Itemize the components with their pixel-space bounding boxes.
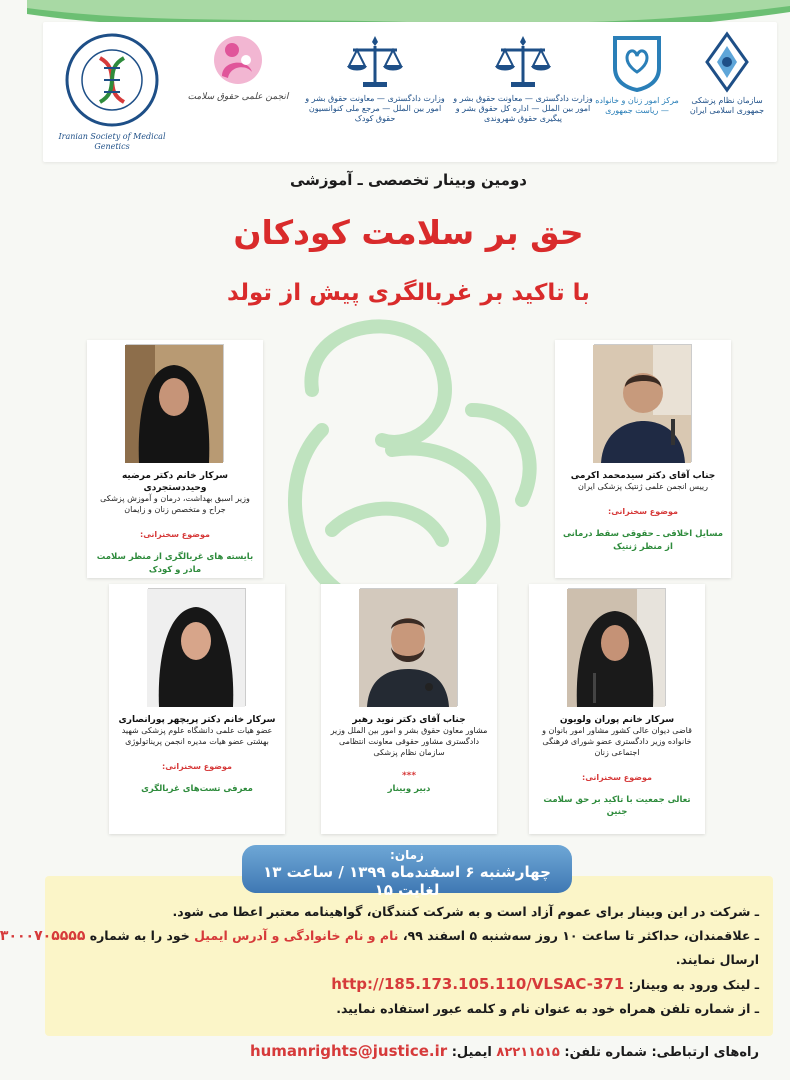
topic-label: موضوع سخنرانی: [582,772,652,782]
contact-line [45,1042,773,1068]
page-subtitle: با تاکید بر غربالگری پیش از تولد [227,280,590,306]
speaker-role: قاضی دیوان عالی کشور مشاور امور بانوان و خانواده وزیر دادگستری عضو شورای فرهنگی اجتماعی زنان [542,726,692,757]
speaker-topic: دبیر وبینار [387,783,431,794]
register-fields: نام و نام خانوادگی و آدرس ایمیل [194,928,399,943]
logo-health-law-society [183,32,293,152]
speaker-topic: مسایل اخلاقی ـ حقوقی سقط درمانی از منظر ژنتیک [562,528,724,552]
contact-phone[interactable]: ۸۲۲۱۱۵۱۵ [496,1045,560,1060]
logo-strip [43,22,777,162]
speaker-photo [148,588,246,706]
speaker-photo [360,588,458,706]
logo-caption: وزارت دادگستری — معاونت حقوق بشر و امور بین الملل — اداره کل حقوق بشر و پیگیری حقوق شهروندی [453,94,593,123]
logo-caption: انجمن علمی حقوق سلامت [187,92,289,102]
speaker-role: مشاور معاون حقوق بشر و امور بین الملل وزیر دادگستری مشاور حقوقی معاونت انتظامی سازمان نظام پزشکی [330,726,488,757]
iranian-society-medical-genetics-logo [64,32,160,128]
speaker-photo [568,588,666,706]
scales-of-justice-emblem [345,32,405,90]
speaker-name: سرکار خانم دکتر پریچهر پورانصاری [118,715,276,725]
speaker-name: سرکار خانم پوران ولویون [559,715,675,725]
speaker-card [87,340,263,578]
speaker-card [321,584,497,834]
speaker-topic: تعالی جمعیت با تاکید بر حق سلامت جنین [543,794,691,818]
info-line-free: ـ شرکت در این وبینار برای عموم آزاد است و به شرکت کنندگان، گواهینامه معتبر اعطا می شود. [172,904,759,919]
scales-of-justice-emblem [493,32,553,90]
speaker-card [555,340,731,578]
contact-email[interactable]: humanrights@justice.ir [249,1042,448,1060]
topic-label: موضوع سخنرانی: [608,506,678,516]
speaker-photo [594,344,692,462]
logo-medical-council [683,32,771,152]
portrait-placeholder [567,589,665,707]
logo-women-family [595,32,679,152]
sms-number: ۳۰۰۰۷۰۵۵۵۵ [0,928,86,944]
time-banner [242,845,572,899]
women-family-affairs-logo [609,32,665,92]
info-line-register [0,924,759,948]
link-label: ـ لینک ورود به وبینار: [628,977,759,992]
logo-caption: Iranian Society of Medical Genetics [58,132,166,151]
contact-label: راه‌های ارتباطی: شماره تلفن: [564,1045,759,1060]
time-label: زمان: [390,848,424,862]
speaker-topic: بایسته های غربالگری از منظر سلامت مادر و کودک [96,551,254,575]
time-value: چهارشنبه ۶ اسفندماه ۱۳۹۹ / ساعت ۱۳ لغایت ۱۵ [263,863,551,899]
logo-justice-ministry-2 [453,32,593,152]
speaker-topic: معرفی تست‌های غربالگری [141,783,253,794]
portrait-placeholder [359,589,457,707]
info-box [0,876,773,1036]
portrait-placeholder [125,345,223,463]
info-line-login: ـ از شماره تلفن همراه خود به عنوان نام و کلمه عبور استفاده نمایید. [336,1001,759,1016]
speaker-name: سرکار خانم دکتر مرضیه وحیددستجردی [121,471,229,494]
portrait-placeholder [593,345,691,463]
logo-caption: مرکز امور زنان و خانواده — ریاست جمهوری [595,96,679,115]
register-to-number: خود را به شماره [89,928,190,943]
info-line-send: ارسال نمایند. [675,952,759,967]
mother-child-logo [208,32,268,88]
portrait-placeholder [147,589,245,707]
speaker-card [109,584,285,834]
event-type: دومین وبینار تخصصی ـ آموزشی [290,171,527,189]
register-text: ـ علاقمندان، حداکثر تا ساعت ۱۰ روز سه‌شنبه ۵ اسفند ۹۹، [402,928,759,943]
topic-label: موضوع سخنرانی: [162,761,232,771]
separator-stars: *** [401,770,417,781]
webinar-link[interactable]: http://185.173.105.110/VLSAC-371 [331,975,625,993]
speaker-role: وزیر اسبق بهداشت، درمان و آموزش پزشکی جراح و متخصص زنان و زایمان [100,494,250,515]
topic-label: موضوع سخنرانی: [140,529,210,539]
medical-council-logo [705,32,749,92]
speaker-name: جناب آقای دکتر نوید رهبر [352,715,466,725]
info-line-link [59,972,759,997]
speaker-role: عضو هیات علمی دانشگاه علوم پزشکی شهید بهشتی عضو هیات مدیره انجمن پریناتولوژی [121,726,273,746]
email-label: ایمیل: [451,1045,492,1060]
logo-caption: وزارت دادگستری — معاونت حقوق بشر و امور بین الملل — مرجع ملی کنوانسیون حقوق کودک [305,94,445,123]
speaker-role: رییس انجمن علمی ژنتیک پزشکی ایران [578,482,708,492]
logo-caption: سازمان نظام پزشکی جمهوری اسلامی ایران [689,96,765,115]
logo-justice-ministry-1 [305,32,445,152]
logo-genetics-society [57,32,167,152]
speaker-card [529,584,705,834]
speaker-photo [126,344,224,462]
page-title: حق بر سلامت کودکان [233,213,584,252]
speaker-name: جناب آقای دکتر سیدمحمد اکرمی [570,471,716,481]
